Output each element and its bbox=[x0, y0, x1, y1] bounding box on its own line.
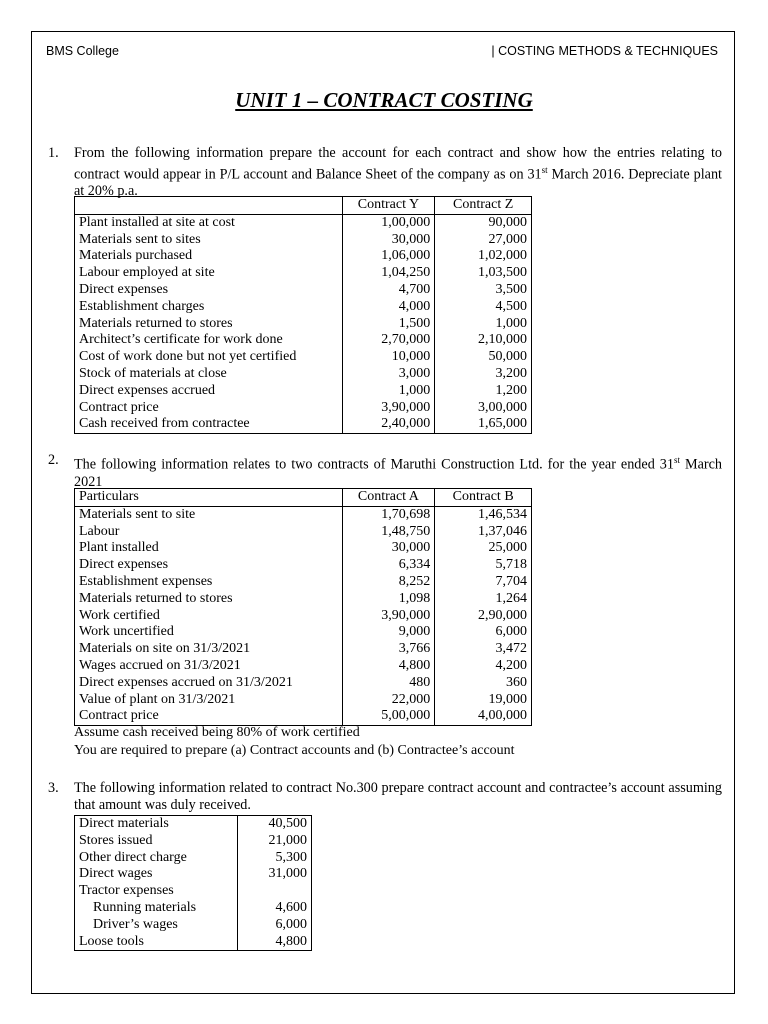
cell-value: 1,03,500 bbox=[435, 265, 532, 282]
contract-ab-table bbox=[74, 488, 532, 726]
row-label: Loose tools bbox=[75, 934, 238, 951]
table-row bbox=[75, 833, 312, 850]
cell-value: 40,500 bbox=[238, 816, 312, 833]
table-row bbox=[75, 624, 532, 641]
question-text: The following information related to contract No.300 prepare contract account and contractee’s account assuming that amount was duly received. bbox=[74, 780, 722, 813]
cell-value: 1,04,250 bbox=[342, 265, 435, 282]
table-row bbox=[75, 400, 532, 417]
cell-value: 4,600 bbox=[238, 900, 312, 917]
cell-value: 4,000 bbox=[342, 299, 435, 316]
table-row bbox=[75, 282, 532, 299]
cell-value: 1,46,534 bbox=[435, 506, 532, 523]
table-row bbox=[75, 332, 532, 349]
cell-value: 3,500 bbox=[435, 282, 532, 299]
cell-value: 5,00,000 bbox=[342, 708, 435, 725]
row-label: Driver’s wages bbox=[75, 917, 238, 934]
question-number: 3. bbox=[48, 780, 59, 796]
row-label: Materials returned to stores bbox=[75, 316, 343, 333]
cell-value: 4,500 bbox=[435, 299, 532, 316]
cell-value: 3,90,000 bbox=[342, 608, 435, 625]
row-label: Direct expenses bbox=[75, 282, 343, 299]
cell-value: 22,000 bbox=[342, 692, 435, 709]
row-label: Direct expenses accrued on 31/3/2021 bbox=[75, 675, 343, 692]
table-row bbox=[75, 692, 532, 709]
table-row bbox=[75, 934, 312, 951]
row-label: Direct expenses accrued bbox=[75, 383, 343, 400]
cell-value: 7,704 bbox=[435, 574, 532, 591]
table-row bbox=[75, 214, 532, 231]
table-row bbox=[75, 349, 532, 366]
cell-value: 27,000 bbox=[435, 232, 532, 249]
table-row bbox=[75, 641, 532, 658]
table-header-cell: Contract B bbox=[435, 489, 532, 507]
cell-value: 19,000 bbox=[435, 692, 532, 709]
question-number: 1. bbox=[48, 145, 59, 161]
cell-value: 4,00,000 bbox=[435, 708, 532, 725]
table-row bbox=[75, 816, 312, 833]
row-label: Work uncertified bbox=[75, 624, 343, 641]
table-header-cell: Contract Z bbox=[435, 197, 532, 215]
row-label: Direct expenses bbox=[75, 557, 343, 574]
table-row bbox=[75, 900, 312, 917]
cell-value: 1,264 bbox=[435, 591, 532, 608]
cell-value: 1,37,046 bbox=[435, 524, 532, 541]
table-row bbox=[75, 232, 532, 249]
row-label: Contract price bbox=[75, 400, 343, 417]
cell-value: 2,10,000 bbox=[435, 332, 532, 349]
table-row bbox=[75, 416, 532, 433]
row-label: Tractor expenses bbox=[75, 883, 238, 900]
row-label: Cash received from contractee bbox=[75, 416, 343, 433]
table-header-cell: Contract Y bbox=[342, 197, 435, 215]
requirement-note: You are required to prepare (a) Contract accounts and (b) Contractee’s account bbox=[74, 743, 515, 758]
cell-value: 30,000 bbox=[342, 540, 435, 557]
cell-value: 2,90,000 bbox=[435, 608, 532, 625]
cell-value: 2,40,000 bbox=[342, 416, 435, 433]
row-label: Direct materials bbox=[75, 816, 238, 833]
table-row bbox=[75, 574, 532, 591]
table-header-row bbox=[75, 197, 532, 215]
cell-value: 30,000 bbox=[342, 232, 435, 249]
contract-yz-table bbox=[74, 196, 532, 434]
cell-value: 9,000 bbox=[342, 624, 435, 641]
table-row bbox=[75, 708, 532, 725]
table-row bbox=[75, 658, 532, 675]
cell-value: 1,098 bbox=[342, 591, 435, 608]
cell-value: 4,800 bbox=[342, 658, 435, 675]
row-label: Materials sent to site bbox=[75, 506, 343, 523]
row-label: Work certified bbox=[75, 608, 343, 625]
row-label: Materials sent to sites bbox=[75, 232, 343, 249]
row-label: Direct wages bbox=[75, 866, 238, 883]
row-label: Architect’s certificate for work done bbox=[75, 332, 343, 349]
row-label: Contract price bbox=[75, 708, 343, 725]
row-label: Materials returned to stores bbox=[75, 591, 343, 608]
table-row bbox=[75, 383, 532, 400]
question-text: From the following information prepare the account for each contract and show how the entries relating to contract would appear in P/L account and Balance Sheet of the company as on 31st March 2016. Depreciate plant at 20% p.a. bbox=[74, 145, 722, 200]
question-text: The following information relates to two contracts of Maruthi Construction Ltd. for the year ended 31st March 2021 bbox=[74, 455, 722, 490]
table-row bbox=[75, 316, 532, 333]
cell-value: 90,000 bbox=[435, 214, 532, 231]
cell-value bbox=[238, 883, 312, 900]
row-label: Labour employed at site bbox=[75, 265, 343, 282]
table-row bbox=[75, 265, 532, 282]
cell-value: 1,65,000 bbox=[435, 416, 532, 433]
cell-value: 1,06,000 bbox=[342, 248, 435, 265]
table-row bbox=[75, 608, 532, 625]
row-label: Labour bbox=[75, 524, 343, 541]
cell-value: 3,472 bbox=[435, 641, 532, 658]
row-label: Other direct charge bbox=[75, 850, 238, 867]
cell-value: 1,02,000 bbox=[435, 248, 532, 265]
cell-value: 1,70,698 bbox=[342, 506, 435, 523]
cell-value: 3,200 bbox=[435, 366, 532, 383]
cell-value: 360 bbox=[435, 675, 532, 692]
row-label: Establishment charges bbox=[75, 299, 343, 316]
row-label: Stock of materials at close bbox=[75, 366, 343, 383]
row-label: Materials on site on 31/3/2021 bbox=[75, 641, 343, 658]
cell-value: 1,200 bbox=[435, 383, 532, 400]
contract-300-table bbox=[74, 815, 312, 951]
cell-value: 1,48,750 bbox=[342, 524, 435, 541]
cell-value: 50,000 bbox=[435, 349, 532, 366]
cell-value: 6,000 bbox=[435, 624, 532, 641]
cell-value: 10,000 bbox=[342, 349, 435, 366]
header-left: BMS College bbox=[46, 44, 119, 58]
cell-value: 1,500 bbox=[342, 316, 435, 333]
assumption-note: Assume cash received being 80% of work certified bbox=[74, 725, 360, 740]
cell-value: 5,718 bbox=[435, 557, 532, 574]
question-1 bbox=[48, 145, 722, 200]
row-label: Plant installed bbox=[75, 540, 343, 557]
cell-value: 8,252 bbox=[342, 574, 435, 591]
cell-value: 4,200 bbox=[435, 658, 532, 675]
question-number: 2. bbox=[48, 452, 59, 468]
cell-value: 3,90,000 bbox=[342, 400, 435, 417]
row-label: Establishment expenses bbox=[75, 574, 343, 591]
row-label: Running materials bbox=[75, 900, 238, 917]
table-header-cell bbox=[75, 197, 343, 215]
table-row bbox=[75, 299, 532, 316]
table-row bbox=[75, 540, 532, 557]
question-2 bbox=[48, 452, 722, 490]
table-row bbox=[75, 866, 312, 883]
cell-value: 480 bbox=[342, 675, 435, 692]
cell-value: 25,000 bbox=[435, 540, 532, 557]
table-row bbox=[75, 850, 312, 867]
page-title: UNIT 1 – CONTRACT COSTING bbox=[235, 88, 533, 112]
table-row bbox=[75, 591, 532, 608]
header-right: | COSTING METHODS & TECHNIQUES bbox=[491, 44, 718, 58]
table-row bbox=[75, 557, 532, 574]
cell-value: 4,800 bbox=[238, 934, 312, 951]
table-row bbox=[75, 917, 312, 934]
row-label: Stores issued bbox=[75, 833, 238, 850]
cell-value: 4,700 bbox=[342, 282, 435, 299]
cell-value: 1,00,000 bbox=[342, 214, 435, 231]
table-header-cell: Contract A bbox=[342, 489, 435, 507]
cell-value: 1,000 bbox=[435, 316, 532, 333]
table-header-cell: Particulars bbox=[75, 489, 343, 507]
table-row bbox=[75, 883, 312, 900]
question-3 bbox=[48, 780, 722, 814]
row-label: Materials purchased bbox=[75, 248, 343, 265]
table-row bbox=[75, 366, 532, 383]
row-label: Plant installed at site at cost bbox=[75, 214, 343, 231]
cell-value: 21,000 bbox=[238, 833, 312, 850]
table-row bbox=[75, 675, 532, 692]
row-label: Value of plant on 31/3/2021 bbox=[75, 692, 343, 709]
cell-value: 31,000 bbox=[238, 866, 312, 883]
cell-value: 5,300 bbox=[238, 850, 312, 867]
cell-value: 3,00,000 bbox=[435, 400, 532, 417]
cell-value: 3,000 bbox=[342, 366, 435, 383]
table-row bbox=[75, 248, 532, 265]
cell-value: 6,000 bbox=[238, 917, 312, 934]
cell-value: 3,766 bbox=[342, 641, 435, 658]
row-label: Cost of work done but not yet certified bbox=[75, 349, 343, 366]
table-row bbox=[75, 524, 532, 541]
cell-value: 6,334 bbox=[342, 557, 435, 574]
row-label: Wages accrued on 31/3/2021 bbox=[75, 658, 343, 675]
table-header-row bbox=[75, 489, 532, 507]
cell-value: 1,000 bbox=[342, 383, 435, 400]
cell-value: 2,70,000 bbox=[342, 332, 435, 349]
table-row bbox=[75, 506, 532, 523]
